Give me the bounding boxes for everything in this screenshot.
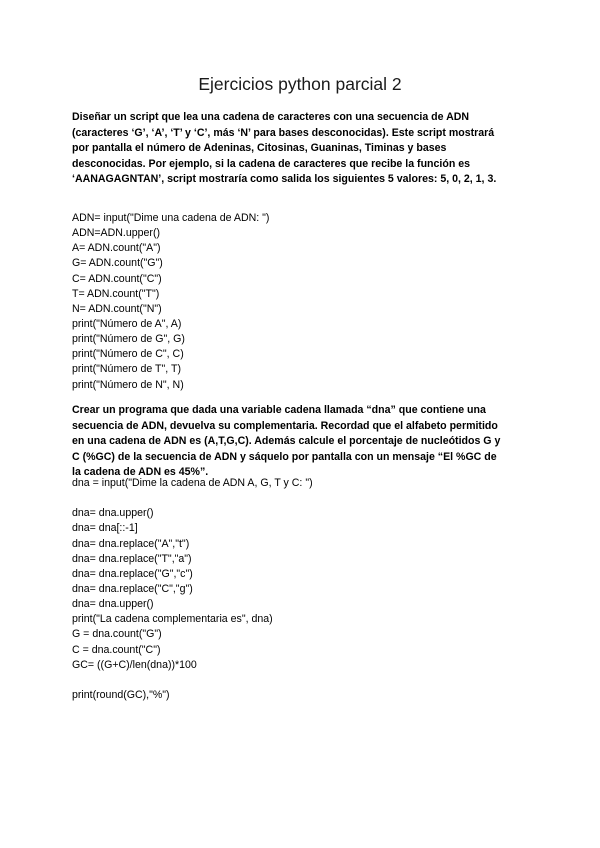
exercise-1-statement <box>72 110 532 188</box>
code-line: print("Número de T", T) <box>72 363 181 376</box>
exercise-1-statement-line: Diseñar un script que lea una cadena de caracteres con una secuencia de ADN <box>72 111 470 123</box>
code-line: print("Número de A", A) <box>72 317 182 330</box>
code-line: dna= dna.replace("T","a") <box>72 552 192 565</box>
document-title: Ejercicios python parcial 2 <box>198 74 402 94</box>
exercise-2-statement-line: en una cadena de ADN es (A,T,G,C). Además calcule el porcentaje de nucleótidos G y <box>72 435 501 448</box>
exercise-2-statement-line: Crear un programa que dada una variable cadena llamada “dna” que contiene una <box>72 404 486 416</box>
exercise-2-statement-line: la cadena de ADN es 45%”. <box>72 466 209 479</box>
code-line-blank <box>72 491 532 506</box>
code-line: dna = input("Dime la cadena de ADN A, G, T y C: ") <box>72 477 313 489</box>
code-line-blank <box>72 673 532 688</box>
exercise-1-statement-line: ‘AANAGAGNTAN’, script mostraría como salida los siguientes 5 valores: 5, 0, 2, 1, 3. <box>72 173 497 186</box>
code-line: dna= dna[::-1] <box>72 522 138 535</box>
code-line: G= ADN.count("G") <box>72 257 163 270</box>
code-line: print("La cadena complementaria es", dna) <box>72 613 273 626</box>
exercise-1-statement-line: desconocidas. Por ejemplo, si la cadena de caracteres que recibe la función es <box>72 157 471 170</box>
code-line: A= ADN.count("A") <box>72 242 161 255</box>
code-line: dna= dna.replace("A","t") <box>72 537 190 550</box>
code-line: print("Número de C", C) <box>72 348 184 361</box>
exercise-2-code <box>72 476 532 703</box>
code-line: dna= dna.upper() <box>72 507 154 520</box>
exercise-1-code <box>72 211 532 393</box>
code-line: ADN=ADN.upper() <box>72 227 161 240</box>
code-line: print("Número de G", G) <box>72 333 185 346</box>
code-line: print(round(GC),"%") <box>72 688 170 701</box>
code-line: dna= dna.replace("C","g") <box>72 582 193 595</box>
exercise-2-statement <box>72 403 532 481</box>
code-line: N= ADN.count("N") <box>72 302 162 315</box>
code-line: GC= ((G+C)/len(dna))*100 <box>72 658 197 671</box>
code-line: print("Número de N", N) <box>72 378 184 391</box>
code-line: C= ADN.count("C") <box>72 272 162 285</box>
exercise-1-statement-line: por pantalla el número de Adeninas, Citosinas, Guaninas, Timinas y bases <box>72 142 447 155</box>
code-line: C = dna.count("C") <box>72 643 161 656</box>
exercise-1-statement-line: (caracteres ‘G’, ‘A’, ‘T’ y ‘C’, más ‘N’ para bases desconocidas). Este script mostrará <box>72 126 495 139</box>
code-line: T= ADN.count("T") <box>72 287 160 300</box>
exercise-2-statement-line: secuencia de ADN, devuelva su complementaria. Recordad que el alfabeto permitido <box>72 419 498 432</box>
code-line: dna= dna.upper() <box>72 598 154 611</box>
code-line: ADN= input("Dime una cadena de ADN: ") <box>72 212 270 224</box>
exercise-2-statement-line: C (%GC) de la secuencia de ADN y sáquelo por pantalla con un mensaje “El %GC de <box>72 450 497 463</box>
code-line: G = dna.count("G") <box>72 628 162 641</box>
code-line: dna= dna.replace("G","c") <box>72 567 193 580</box>
